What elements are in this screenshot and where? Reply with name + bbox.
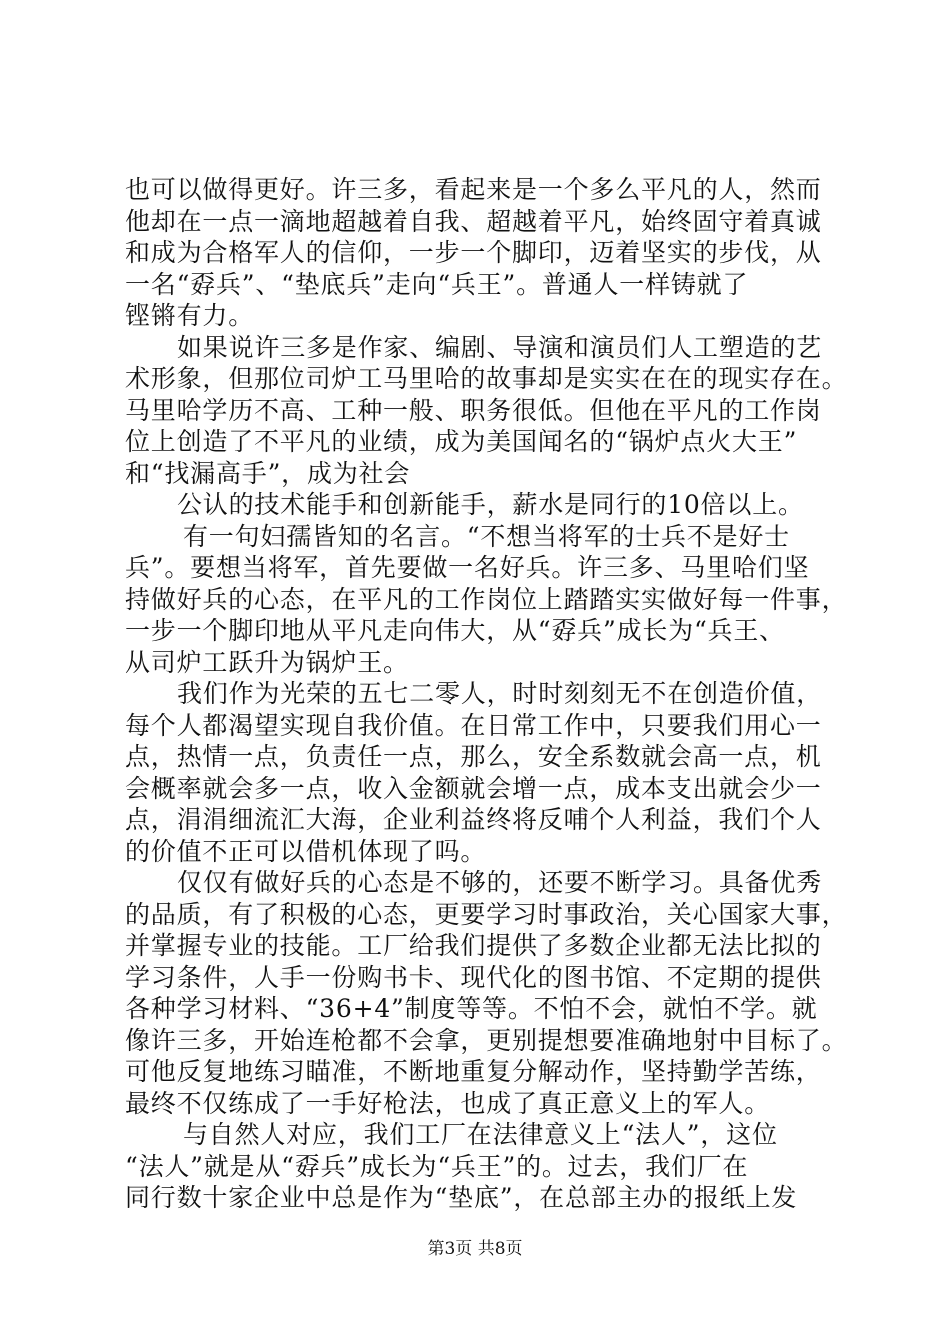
text-line: “法人”就是从“孬兵”成长为“兵王”的。过去，我们厂在 [125, 1151, 749, 1181]
paragraph-start-line: 有一句妇孺皆知的名言。“不想当将军的士兵不是好士 [183, 521, 790, 551]
text-line: 兵”。要想当将军，首先要做一名好兵。许三多、马里哈们坚 [125, 553, 810, 582]
text-line: 他却在一点一滴地超越着自我、超越着平凡，始终固守着真诚 [125, 206, 822, 236]
paragraph-start-line: 我们作为光荣的五七二零人，时时刻刻无不在创造价值， [177, 679, 823, 708]
text-line: 的价值不正可以借机体现了吗。 [125, 836, 487, 866]
text-line: 一步一个脚印地从平凡走向伟大，从“孬兵”成长为“兵王、 [125, 616, 785, 645]
paragraph-start-line: 与自然人对应，我们工厂在法律意义上“法人”，这位 [183, 1120, 778, 1149]
text-line: 的品质，有了积极的心态，更要学习时事政治，关心国家大事， [125, 899, 848, 929]
text-line: 从司炉工跃升为锅炉王。 [125, 647, 409, 677]
text-line: 同行数十家企业中总是作为“垫底”，在总部主办的报纸上发 [125, 1183, 798, 1212]
text-line: 会概率就会多一点，收入金额就会增一点，成本支出就会少一 [125, 773, 822, 803]
paragraph-start-line: 公认的技术能手和创新能手，薪水是同行的10倍以上。 [177, 490, 804, 519]
text-line: 马里哈学历不高、工种一般、职务很低。但他在平凡的工作岗 [125, 395, 822, 425]
text-line: 学习条件，人手一份购书卡、现代化的图书馆、不定期的提供 [125, 962, 822, 992]
text-line: 最终不仅练成了一手好枪法，也成了真正意义上的军人。 [125, 1088, 771, 1118]
text-line: 一名“孬兵”、“垫底兵”走向“兵王”。普通人一样铸就了 [125, 269, 749, 299]
text-line: 和“找漏高手”，成为社会 [125, 458, 411, 488]
text-line: 位上创造了不平凡的业绩，成为美国闻名的“锅炉点火大王” [125, 427, 798, 456]
page-footer: 第3页 共8页 [427, 1239, 523, 1259]
text-line: 铿锵有力。 [125, 301, 255, 330]
text-line: 和成为合格军人的信仰，一步一个脚印，迈着坚实的步伐，从 [125, 238, 822, 267]
text-line: 并掌握专业的技能。工厂给我们提供了多数企业都无法比拟的 [125, 931, 822, 960]
text-line: 每个人都渴望实现自我价值。在日常工作中，只要我们用心一 [125, 710, 822, 740]
paragraph-start-line: 仅仅有做好兵的心态是不够的，还要不断学习。具备优秀 [177, 868, 823, 897]
text-line: 持做好兵的心态，在平凡的工作岗位上踏踏实实做好每一件事， [125, 584, 848, 614]
document-body [125, 174, 848, 1214]
text-line: 像许三多，开始连枪都不会拿，更别提想要准确地射中目标了。 [125, 1025, 848, 1055]
text-line: 点，涓涓细流汇大海，企业利益终将反哺个人利益，我们个人 [125, 805, 822, 834]
text-line: 各种学习材料、“36+4”制度等等。不怕不会，就怕不学。就 [125, 994, 818, 1023]
paragraph-start-line: 如果说许三多是作家、编剧、导演和演员们人工塑造的艺 [177, 332, 823, 362]
text-line: 点，热情一点，负责任一点，那么，安全系数就会高一点，机 [125, 742, 822, 771]
text-line: 可他反复地练习瞄准，不断地重复分解动作，坚持勤学苦练， [125, 1057, 822, 1086]
text-line: 术形象，但那位司炉工马里哈的故事却是实实在在的现实存在。 [125, 364, 848, 393]
text-line: 也可以做得更好。许三多，看起来是一个多么平凡的人，然而 [125, 175, 822, 204]
